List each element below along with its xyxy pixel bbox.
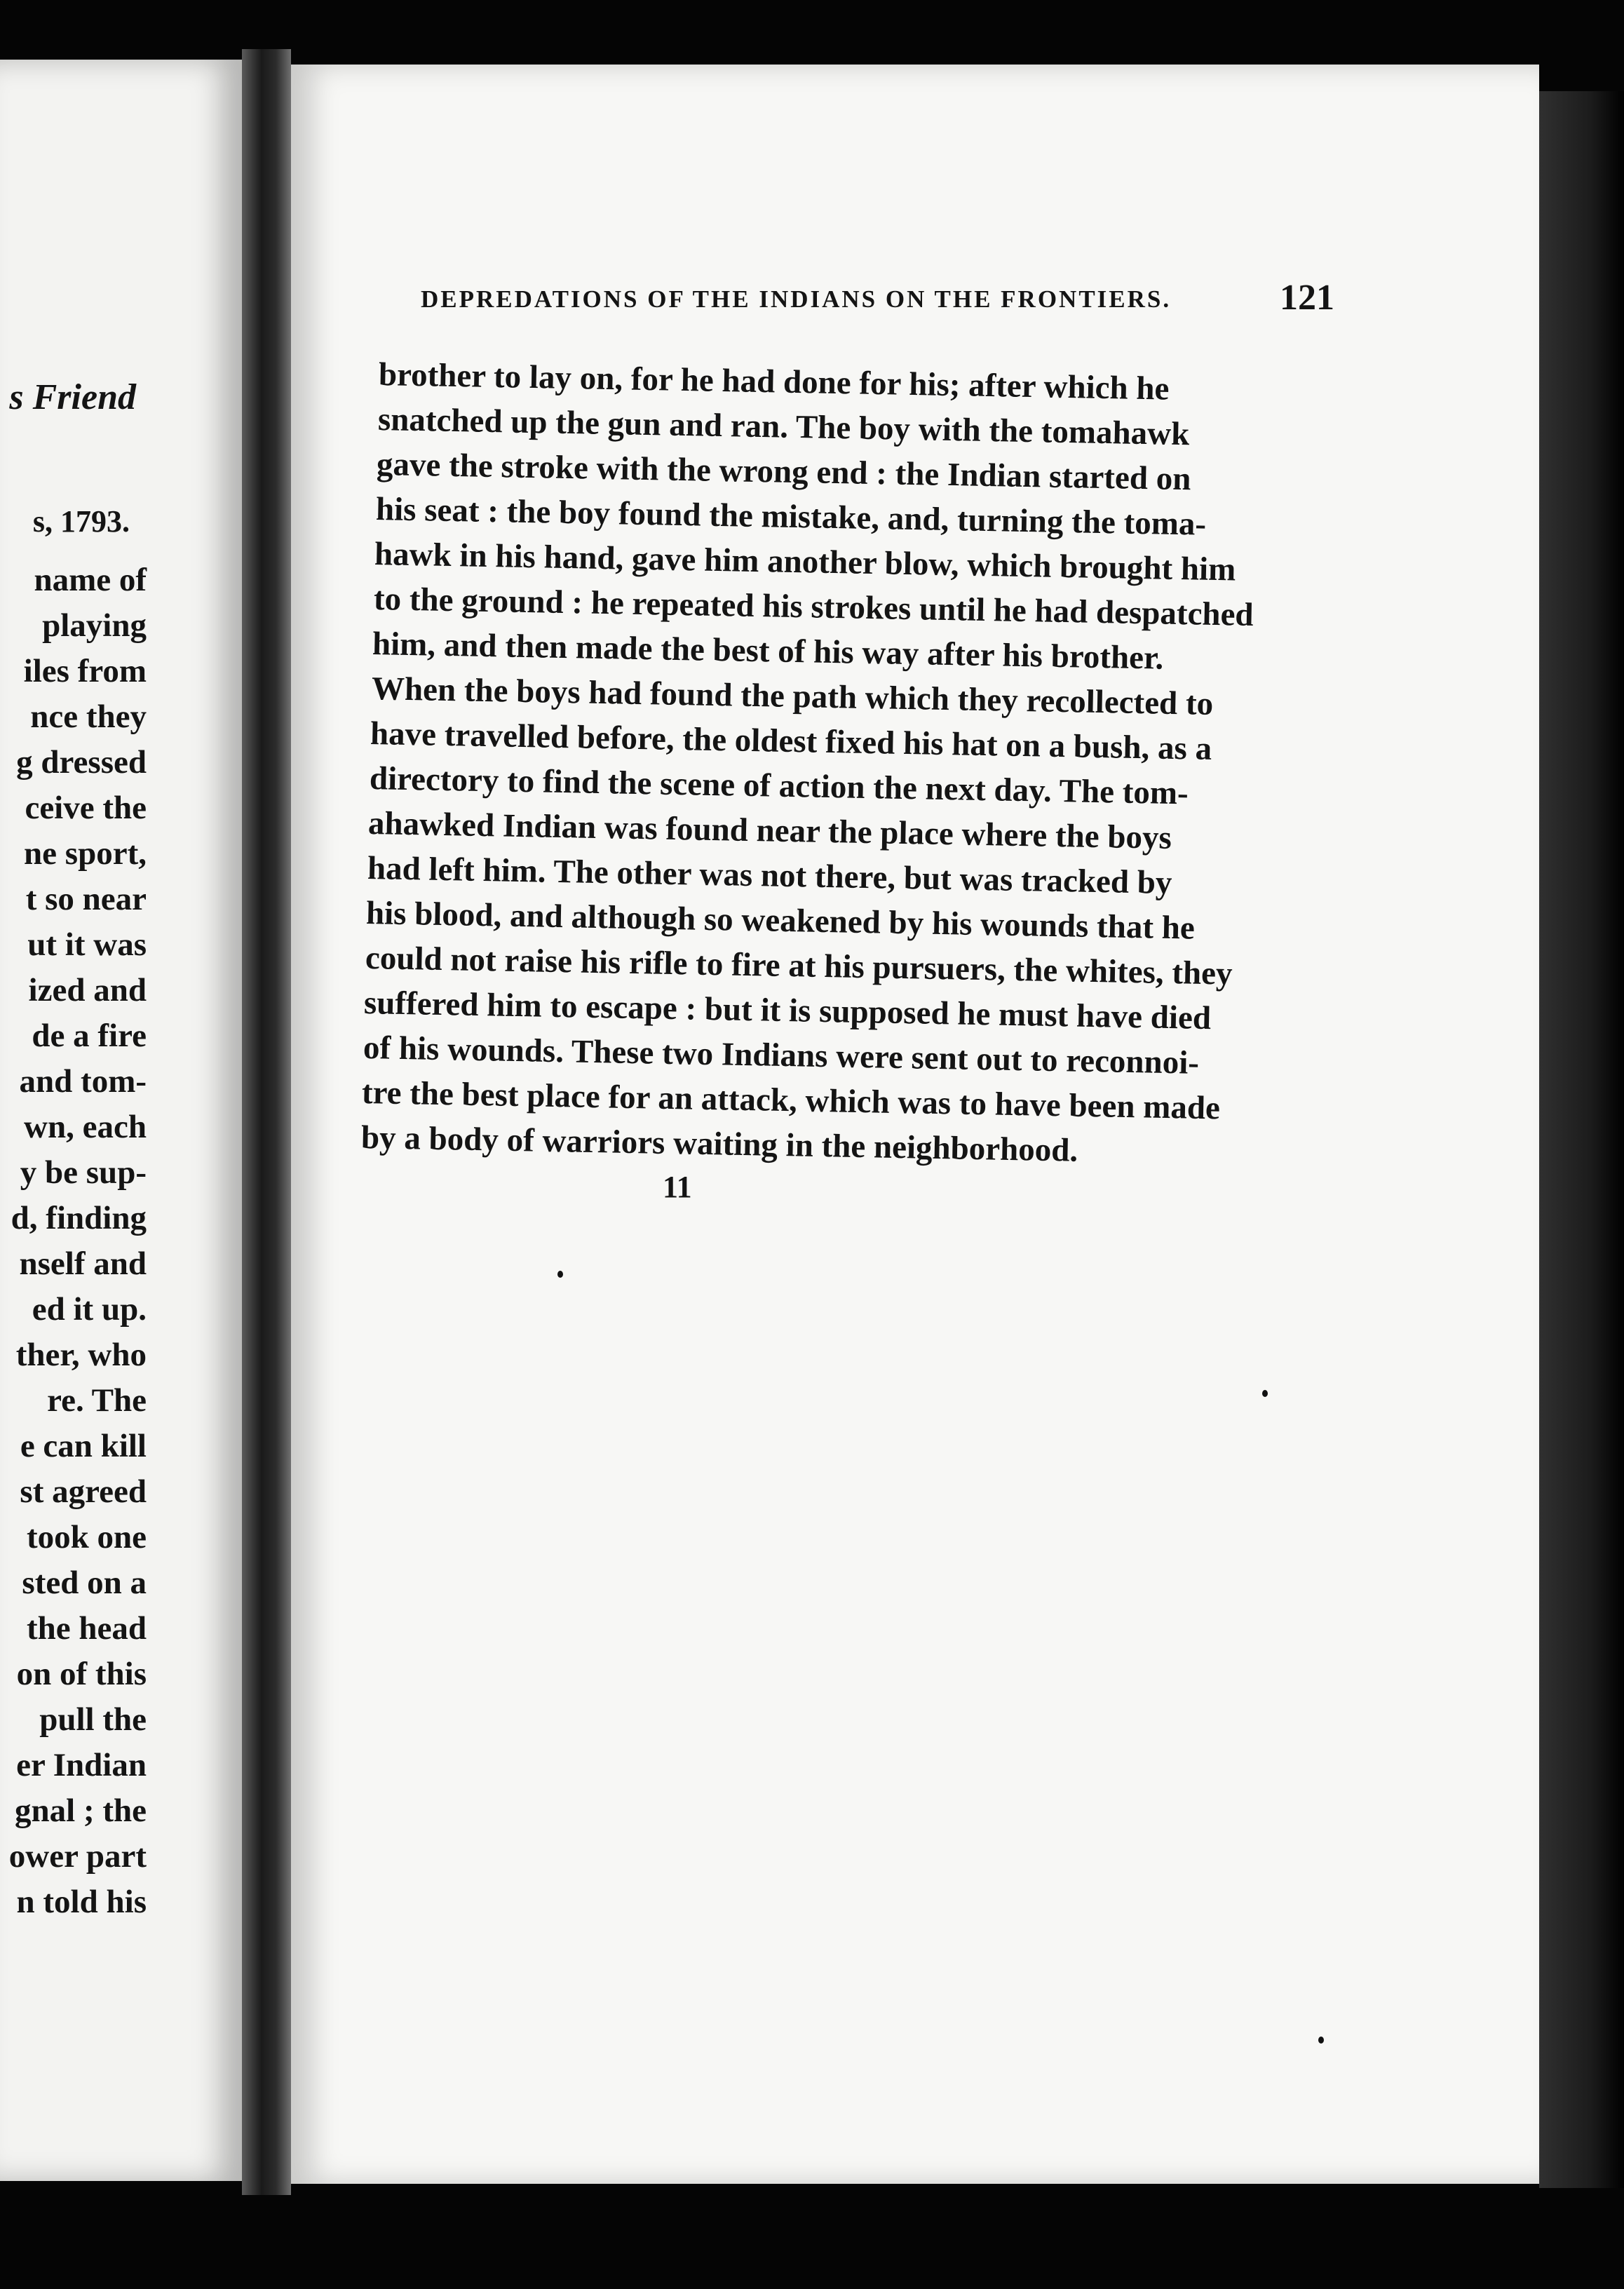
left-page-line: re. The xyxy=(47,1382,147,1419)
left-page-line: name of xyxy=(34,562,147,598)
body-line: could not raise his rifle to fire at his pursuers, the whites, they xyxy=(365,940,1233,992)
left-page-line: ut it was xyxy=(27,926,147,963)
left-page-line: de a fire xyxy=(32,1018,147,1054)
body-line: tre the best place for an attack, which was to have been made xyxy=(361,1074,1221,1127)
left-page-line: nself and xyxy=(19,1245,147,1282)
page-number: 121 xyxy=(1280,278,1334,318)
left-page-heading: s Friend xyxy=(9,377,136,417)
left-page-line: st agreed xyxy=(20,1473,147,1510)
left-page-line: on of this xyxy=(16,1656,147,1692)
book-gutter xyxy=(242,49,291,2195)
body-line: directory to find the scene of action the next day. The tom- xyxy=(369,760,1189,812)
left-page-line: iles from xyxy=(23,653,147,689)
body-line: by a body of warriors waiting in the neighborhood. xyxy=(360,1119,1078,1169)
scan-speck xyxy=(557,1271,563,1278)
body-line: suffered him to escape : but it is supposed he must have died xyxy=(363,985,1212,1037)
left-page-line: y be sup- xyxy=(20,1154,147,1191)
left-page-line: and tom- xyxy=(19,1063,147,1100)
left-page-line: gnal ; the xyxy=(15,1792,147,1829)
left-page-line: wn, each xyxy=(24,1109,147,1145)
body-line: his blood, and although so weakened by his wounds that he xyxy=(365,895,1196,947)
left-page-line: ne sport, xyxy=(24,835,147,872)
left-page-line: playing xyxy=(42,607,147,644)
body-line: gave the stroke with the wrong end : the Indian started on xyxy=(376,446,1191,498)
scan-speck xyxy=(1262,1390,1268,1397)
left-page-line: t so near xyxy=(25,881,147,917)
body-line: have travelled before, the oldest fixed his hat on a bush, as a xyxy=(370,715,1212,767)
left-page xyxy=(0,60,242,2181)
body-line: of his wounds. These two Indians were sent out to reconnoi- xyxy=(363,1029,1200,1081)
body-line: had left him. The other was not there, but was tracked by xyxy=(367,850,1172,902)
body-line: ahawked Indian was found near the place where the boys xyxy=(367,805,1172,856)
body-line: hawk in his hand, gave him another blow, which brought him xyxy=(374,536,1236,588)
body-line: his seat : the boy found the mistake, and, turning the toma- xyxy=(375,491,1207,543)
left-page-date: s, 1793. xyxy=(32,504,130,539)
left-page-line: sted on a xyxy=(22,1565,147,1601)
left-page-line: ther, who xyxy=(15,1337,147,1373)
left-page-line: took one xyxy=(26,1519,147,1555)
left-page-line: g dressed xyxy=(16,744,147,781)
left-page-line: pull the xyxy=(39,1701,147,1738)
left-page-line: er Indian xyxy=(16,1747,147,1783)
body-line: When the boys had found the path which they recollected to xyxy=(371,670,1214,722)
running-head: DEPREDATIONS OF THE INDIANS ON THE FRONTIERS. xyxy=(421,285,1172,313)
left-page-line: ower part xyxy=(8,1838,147,1875)
page-edge xyxy=(1539,91,1624,2188)
left-page-line: d, finding xyxy=(11,1200,147,1236)
left-page-line: ized and xyxy=(28,972,147,1008)
body-line: snatched up the gun and ran. The boy with the tomahawk xyxy=(377,401,1190,453)
signature-mark: 11 xyxy=(663,1170,692,1204)
left-page-line: e can kill xyxy=(20,1428,147,1464)
left-page-line: the head xyxy=(26,1610,147,1647)
left-page-line: ceive the xyxy=(25,790,147,826)
body-line: him, and then made the best of his way after his brother. xyxy=(372,626,1164,677)
left-page-line: ed it up. xyxy=(32,1291,147,1328)
body-line: to the ground : he repeated his strokes until he had despatched xyxy=(373,581,1254,633)
left-page-line: n told his xyxy=(16,1884,147,1920)
body-line: brother to lay on, for he had done for his; after which he xyxy=(378,356,1170,407)
right-page xyxy=(291,65,1539,2184)
left-page-line: nce they xyxy=(30,698,147,735)
scan-speck xyxy=(1318,2037,1324,2044)
